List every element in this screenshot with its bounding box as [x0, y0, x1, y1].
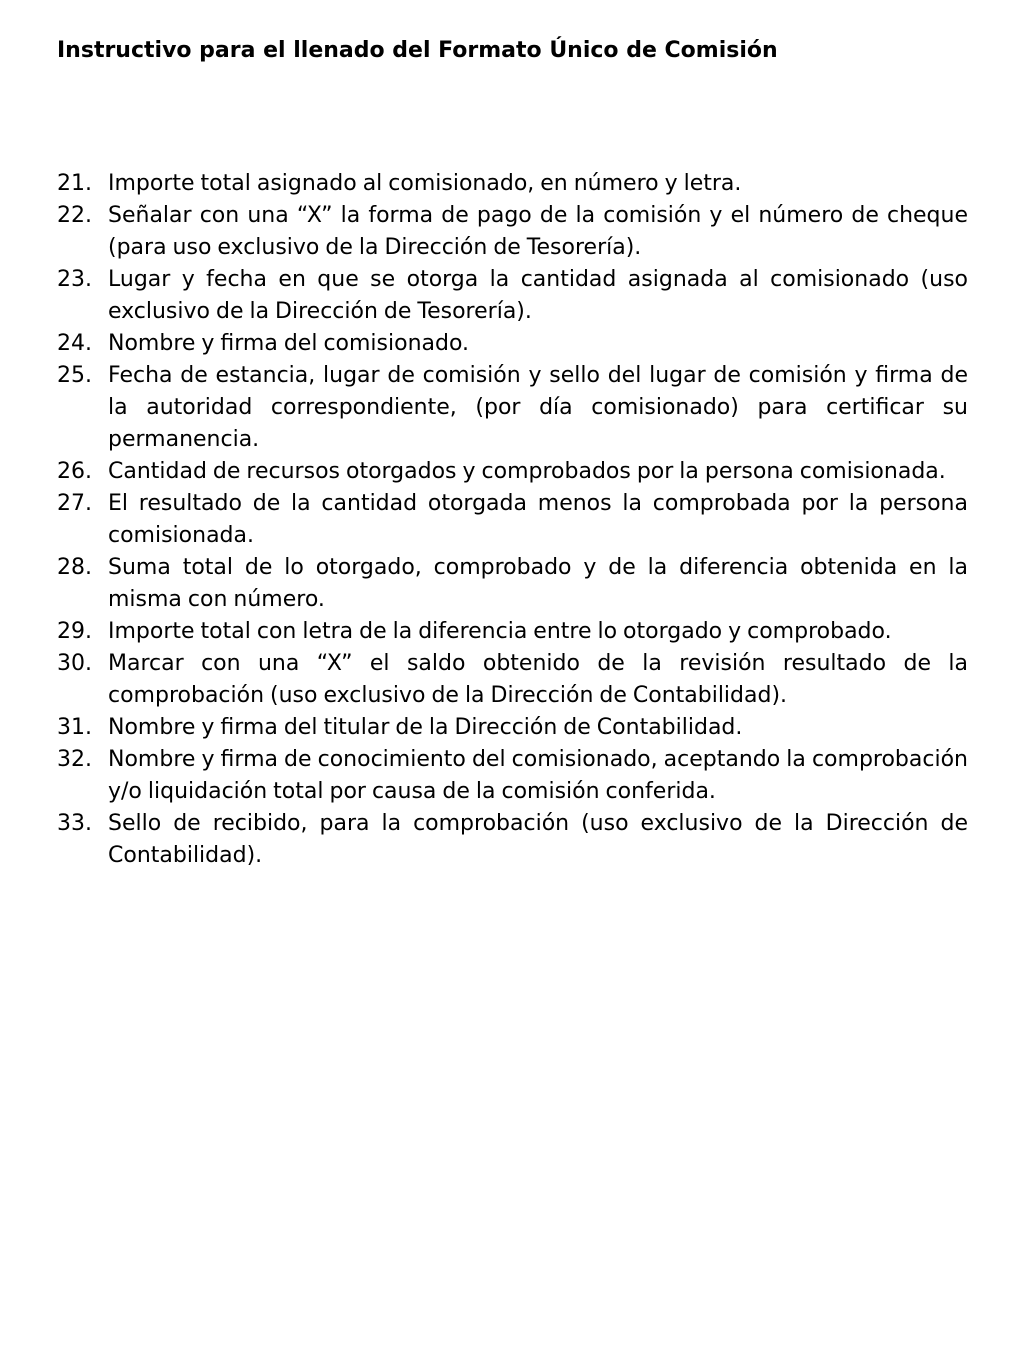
item-number: 21. [57, 171, 92, 196]
instruction-item-31 [57, 712, 968, 744]
item-text: Importe total con letra de la diferencia entre lo otorgado y comprobado. [108, 619, 892, 644]
item-text: Nombre y firma de conocimiento del comisionado, aceptando la comprobación y/o liquidación total por causa de la comisión conferida. [108, 747, 968, 804]
item-number: 27. [57, 491, 92, 516]
item-text: Nombre y firma del comisionado. [108, 331, 470, 356]
item-text: Señalar con una “X” la forma de pago de la comisión y el número de cheque (para uso exclusivo de la Dirección de Tesorería). [108, 203, 968, 260]
instruction-item-24 [57, 328, 968, 360]
item-text: Lugar y fecha en que se otorga la cantidad asignada al comisionado (uso exclusivo de la Dirección de Tesorería). [108, 267, 968, 324]
item-text: Importe total asignado al comisionado, en número y letra. [108, 171, 742, 196]
item-number: 32. [57, 747, 92, 772]
item-number: 31. [57, 715, 92, 740]
instruction-item-30 [57, 648, 968, 712]
instruction-item-27 [57, 488, 968, 552]
item-text: Fecha de estancia, lugar de comisión y sello del lugar de comisión y firma de la autoridad correspondiente, (por día comisionado) para certificar su permanencia. [108, 363, 968, 452]
instruction-list [57, 168, 968, 872]
item-text: Nombre y firma del titular de la Dirección de Contabilidad. [108, 715, 743, 740]
item-text: El resultado de la cantidad otorgada menos la comprobada por la persona comisionada. [108, 491, 968, 548]
item-number: 30. [57, 651, 92, 676]
item-number: 22. [57, 203, 92, 228]
instruction-item-25 [57, 360, 968, 456]
instruction-item-29 [57, 616, 968, 648]
item-text: Sello de recibido, para la comprobación (uso exclusivo de la Dirección de Contabilidad). [108, 811, 968, 868]
item-text: Suma total de lo otorgado, comprobado y de la diferencia obtenida en la misma con número. [108, 555, 968, 612]
instruction-item-21 [57, 168, 968, 200]
instruction-item-26 [57, 456, 968, 488]
instruction-item-33 [57, 808, 968, 872]
page-title: Instructivo para el llenado del Formato Único de Comisión [57, 38, 778, 63]
item-number: 25. [57, 363, 92, 388]
instruction-item-32 [57, 744, 968, 808]
instruction-item-28 [57, 552, 968, 616]
item-text: Marcar con una “X” el saldo obtenido de la revisión resultado de la comprobación (uso exclusivo de la Dirección de Contabilidad). [108, 651, 968, 708]
item-number: 26. [57, 459, 92, 484]
item-number: 23. [57, 267, 92, 292]
item-number: 33. [57, 811, 92, 836]
item-text: Cantidad de recursos otorgados y comprobados por la persona comisionada. [108, 459, 946, 484]
instruction-item-23 [57, 264, 968, 328]
item-number: 24. [57, 331, 92, 356]
instruction-item-22 [57, 200, 968, 264]
item-number: 29. [57, 619, 92, 644]
item-number: 28. [57, 555, 92, 580]
